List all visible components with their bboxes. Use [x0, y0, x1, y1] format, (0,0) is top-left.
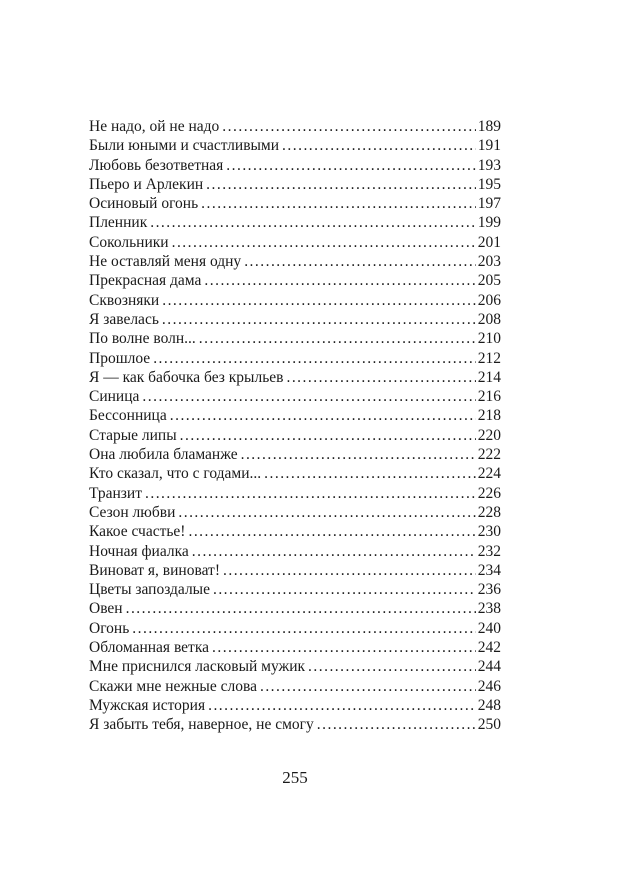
dot-leader — [244, 252, 476, 271]
dot-leader — [145, 484, 476, 503]
dot-leader — [162, 291, 476, 310]
toc-entry-title: Сезон любви — [89, 503, 176, 521]
toc-entry-page: 218 — [477, 407, 501, 425]
toc-entry-title: Сокольники — [89, 233, 169, 251]
dot-leader — [170, 406, 476, 425]
toc-entry — [89, 310, 501, 329]
dot-leader — [126, 599, 476, 618]
toc-entry-page: 238 — [477, 600, 501, 618]
toc-entry — [89, 426, 501, 445]
toc-entry — [89, 619, 501, 638]
toc-entry — [89, 252, 501, 271]
toc-entry — [89, 406, 501, 425]
toc-entry-title: Я забыть тебя, наверное, не смогу — [89, 716, 314, 734]
dot-leader — [222, 117, 475, 136]
dot-leader — [208, 696, 476, 715]
toc-entry — [89, 349, 501, 368]
toc-entry-page: 234 — [477, 561, 501, 579]
toc-entry-title: Кто сказал, что с годами... — [89, 465, 262, 483]
dot-leader — [180, 426, 476, 445]
toc-entry-title: Мужская история — [89, 696, 206, 714]
toc-entry — [89, 271, 501, 290]
dot-leader — [192, 542, 476, 561]
toc-entry-page: 214 — [477, 368, 501, 386]
toc-entry — [89, 503, 501, 522]
dot-leader — [204, 271, 475, 290]
toc-entry — [89, 213, 501, 232]
dot-leader — [223, 561, 476, 580]
toc-entry — [89, 715, 501, 734]
toc-entry — [89, 464, 501, 483]
toc-entry-page: 246 — [477, 677, 501, 695]
toc-entry-page: 242 — [477, 639, 501, 657]
dot-leader — [308, 657, 476, 676]
dot-leader — [178, 503, 475, 522]
toc-entry — [89, 136, 501, 155]
toc-entry-title: Виноват я, виноват! — [89, 561, 220, 579]
dot-leader — [264, 464, 476, 483]
toc-entry-title: Не надо, ой не надо — [89, 118, 220, 135]
toc-entry-page: 232 — [477, 542, 501, 560]
toc-entry-title: Скажи мне нежные слова — [89, 677, 257, 695]
toc-entry — [89, 657, 501, 676]
dot-leader — [317, 715, 476, 734]
dot-leader — [172, 233, 476, 252]
toc-entry-page: 205 — [477, 272, 501, 290]
toc-entry-title: Она любила бламанже — [89, 446, 238, 464]
toc-entry — [89, 522, 501, 541]
dot-leader — [199, 329, 476, 348]
toc-entry-title: Я — как бабочка без крыльев — [89, 368, 284, 386]
toc-entry — [89, 561, 501, 580]
toc-entry — [89, 677, 501, 696]
toc-entry — [89, 291, 501, 310]
toc-entry-title: Были юными и счастливыми — [89, 137, 280, 155]
toc-entry-title: Пленник — [89, 214, 148, 232]
toc-entry-title: Старые липы — [89, 426, 177, 444]
toc-entry-page: 216 — [477, 388, 501, 406]
toc-entry-title: Пьеро и Арлекин — [89, 175, 204, 193]
toc-entry-page: 191 — [477, 137, 501, 155]
toc-entry-title: Овен — [89, 600, 123, 618]
toc-entry-page: 206 — [477, 291, 501, 309]
toc-entry — [89, 599, 501, 618]
toc-entry-page: 208 — [477, 310, 501, 328]
toc-entry-page: 230 — [477, 523, 501, 541]
toc-entry-title: По волне волн... — [89, 330, 196, 348]
toc-entry-title: Не оставляй меня одну — [89, 253, 242, 271]
toc-entry-page: 210 — [477, 330, 501, 348]
table-of-contents — [89, 117, 501, 735]
toc-entry-page: 222 — [477, 446, 501, 464]
toc-entry-title: Синица — [89, 388, 140, 406]
toc-entry-page: 226 — [477, 484, 501, 502]
toc-entry-page: 189 — [477, 118, 501, 135]
toc-entry — [89, 233, 501, 252]
dot-leader — [206, 175, 476, 194]
toc-entry-title: Любовь безответная — [89, 156, 224, 174]
toc-entry — [89, 484, 501, 503]
toc-entry — [89, 696, 501, 715]
toc-entry-page: 212 — [477, 349, 501, 367]
page-number: 255 — [282, 768, 308, 787]
toc-entry-title: Сквозняки — [89, 291, 160, 309]
toc-entry-page: 224 — [477, 465, 501, 483]
toc-entry — [89, 329, 501, 348]
toc-entry-page: 193 — [477, 156, 501, 174]
toc-entry-page: 201 — [477, 233, 501, 251]
dot-leader — [150, 213, 476, 232]
toc-entry — [89, 580, 501, 599]
toc-entry — [89, 156, 501, 175]
toc-entry — [89, 117, 501, 136]
toc-entry-page: 240 — [477, 619, 501, 637]
dot-leader — [212, 638, 476, 657]
dot-leader — [226, 156, 475, 175]
toc-entry-page: 203 — [477, 253, 501, 271]
toc-entry — [89, 175, 501, 194]
toc-entry-page: 248 — [477, 696, 501, 714]
dot-leader — [132, 619, 475, 638]
toc-entry — [89, 387, 501, 406]
toc-entry-page: 244 — [477, 658, 501, 676]
dot-leader — [201, 194, 476, 213]
toc-entry-page: 250 — [477, 716, 501, 734]
toc-entry-title: Я завелась — [89, 310, 159, 328]
toc-entry-page: 220 — [477, 426, 501, 444]
toc-entry-page: 195 — [477, 175, 501, 193]
dot-leader — [241, 445, 476, 464]
toc-entry — [89, 542, 501, 561]
toc-entry-title: Прошлое — [89, 349, 151, 367]
toc-entry — [89, 445, 501, 464]
toc-entry — [89, 368, 501, 387]
dot-leader — [188, 522, 475, 541]
toc-entry-title: Цветы запоздалые — [89, 581, 210, 599]
toc-entry — [89, 638, 501, 657]
toc-entry-title: Огонь — [89, 619, 130, 637]
toc-entry — [89, 194, 501, 213]
dot-leader — [142, 387, 475, 406]
dot-leader — [213, 580, 476, 599]
toc-entry-title: Прекрасная дама — [89, 272, 202, 290]
dot-leader — [282, 136, 476, 155]
toc-entry-title: Какое счастье! — [89, 523, 186, 541]
toc-entry-title: Мне приснился ласковый мужик — [89, 658, 306, 676]
toc-entry-title: Обломанная ветка — [89, 639, 209, 657]
toc-entry-title: Транзит — [89, 484, 142, 502]
dot-leader — [260, 677, 476, 696]
toc-entry-page: 199 — [477, 214, 501, 232]
toc-entry-page: 228 — [477, 503, 501, 521]
dot-leader — [286, 368, 475, 387]
dot-leader — [162, 310, 476, 329]
toc-entry-title: Ночная фиалка — [89, 542, 189, 560]
toc-entry-title: Бессонница — [89, 407, 167, 425]
toc-entry-page: 236 — [477, 581, 501, 599]
toc-entry-title: Осиновый огонь — [89, 195, 199, 213]
toc-entry-page: 197 — [477, 195, 501, 213]
dot-leader — [153, 349, 476, 368]
